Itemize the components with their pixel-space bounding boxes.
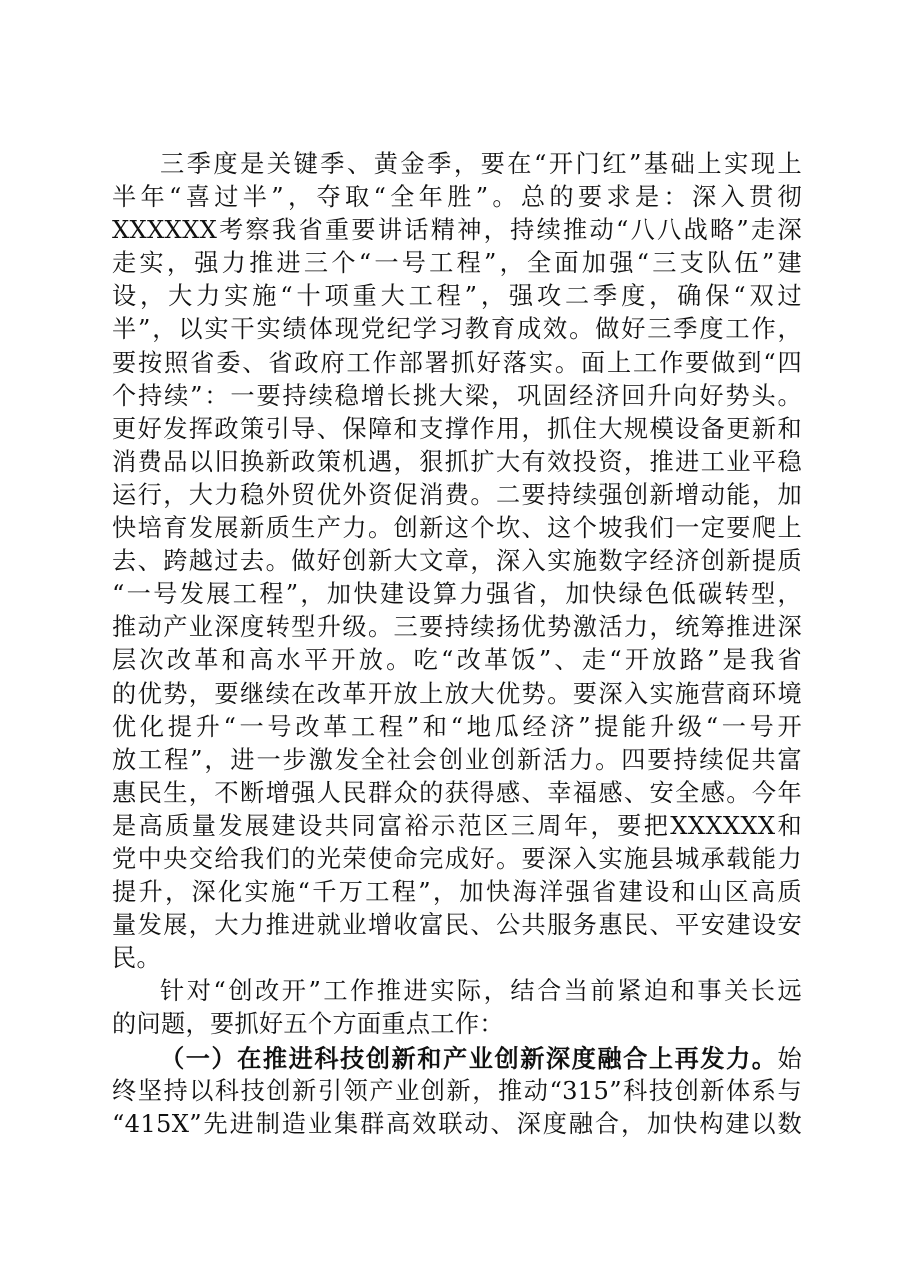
text-line: 是高质量发展建设共同富裕示范区三周年，要把XXXXXX和 — [112, 811, 802, 840]
text-line: 放工程”，进一步激发全社会创业创新活力。四要持续促共富 — [112, 745, 802, 774]
text-line: 的问题，要抓好五个方面重点工作： — [112, 1010, 504, 1039]
text-line: 去、跨越过去。做好创新大文章，深入实施数字经济创新提质 — [112, 547, 802, 576]
text-line: 优化提升“一号改革工程”和“地瓜经济”提能升级“一号开 — [112, 712, 802, 741]
text-line: 层次改革和高水平开放。吃“改革饭”、走“开放路”是我省 — [112, 646, 802, 675]
text-line: 要按照省委、省政府工作部署抓好落实。面上工作要做到“四 — [112, 348, 802, 377]
text-line: 的优势，要继续在改革开放上放大优势。要深入实施营商环境 — [112, 679, 802, 708]
section-heading: （一）在推进科技创新和产业创新深度融合上再发力。 — [160, 1043, 778, 1073]
document-body — [112, 148, 802, 1141]
text-line: 走实，强力推进三个“一号工程”，全面加强“三支队伍”建 — [112, 249, 802, 278]
text-line: 更好发挥政策引导、保障和支撑作用，抓住大规模设备更新和 — [112, 414, 802, 443]
paragraph-2 — [112, 975, 802, 1041]
text-line: “415X”先进制造业集群高效联动、深度融合，加快构建以数 — [112, 1109, 802, 1138]
text-line: 半年“喜过半”，夺取“全年胜”。总的要求是：深入贯彻 — [112, 183, 802, 212]
section-heading-line — [112, 1042, 802, 1075]
text-line: 快培育发展新质生产力。创新这个坎、这个坡我们一定要爬上 — [112, 514, 802, 543]
text-line: 民。 — [112, 944, 161, 973]
text-line: 运行，大力稳外贸优外资促消费。二要持续强创新增动能，加 — [112, 480, 802, 509]
text-line: 个持续”：一要持续稳增长挑大梁，巩固经济回升向好势头。 — [112, 381, 802, 410]
text-line: 终坚持以科技创新引领产业创新，推动“315”科技创新体系与 — [112, 1076, 802, 1105]
text-line: 提升，深化实施“千万工程”，加快海洋强省建设和山区高质 — [112, 878, 802, 907]
text-line: 设，大力实施“十项重大工程”，强攻二季度，确保“双过 — [112, 282, 802, 311]
text-line: “一号发展工程”，加快建设算力强省，加快绿色低碳转型， — [112, 580, 802, 609]
paragraph-1 — [112, 148, 802, 975]
text-line: 消费品以旧换新政策机遇，狠抓扩大有效投资，推进工业平稳 — [112, 447, 802, 476]
text-line: 量发展，大力推进就业增收富民、公共服务惠民、平安建设安 — [112, 911, 802, 940]
paragraph-3 — [112, 1042, 802, 1141]
text-line: 推动产业深度转型升级。三要持续扬优势激活力，统筹推进深 — [112, 613, 802, 642]
text-line: 三季度是关键季、黄金季，要在“开门红”基础上实现上 — [160, 150, 802, 178]
text-line: XXXXXX考察我省重要讲话精神，持续推动“八八战略”走深 — [112, 216, 802, 245]
text-line: 针对“创改开”工作推进实际，结合当前紧迫和事关长远 — [160, 977, 802, 1006]
text-line: 惠民生，不断增强人民群众的获得感、幸福感、安全感。今年 — [112, 778, 802, 807]
text-line: 党中央交给我们的光荣使命完成好。要深入实施县城承载能力 — [112, 844, 802, 873]
text-line: 半”，以实干实绩体现党纪学习教育成效。做好三季度工作， — [112, 315, 802, 344]
heading-tail-text: 始 — [777, 1044, 802, 1073]
